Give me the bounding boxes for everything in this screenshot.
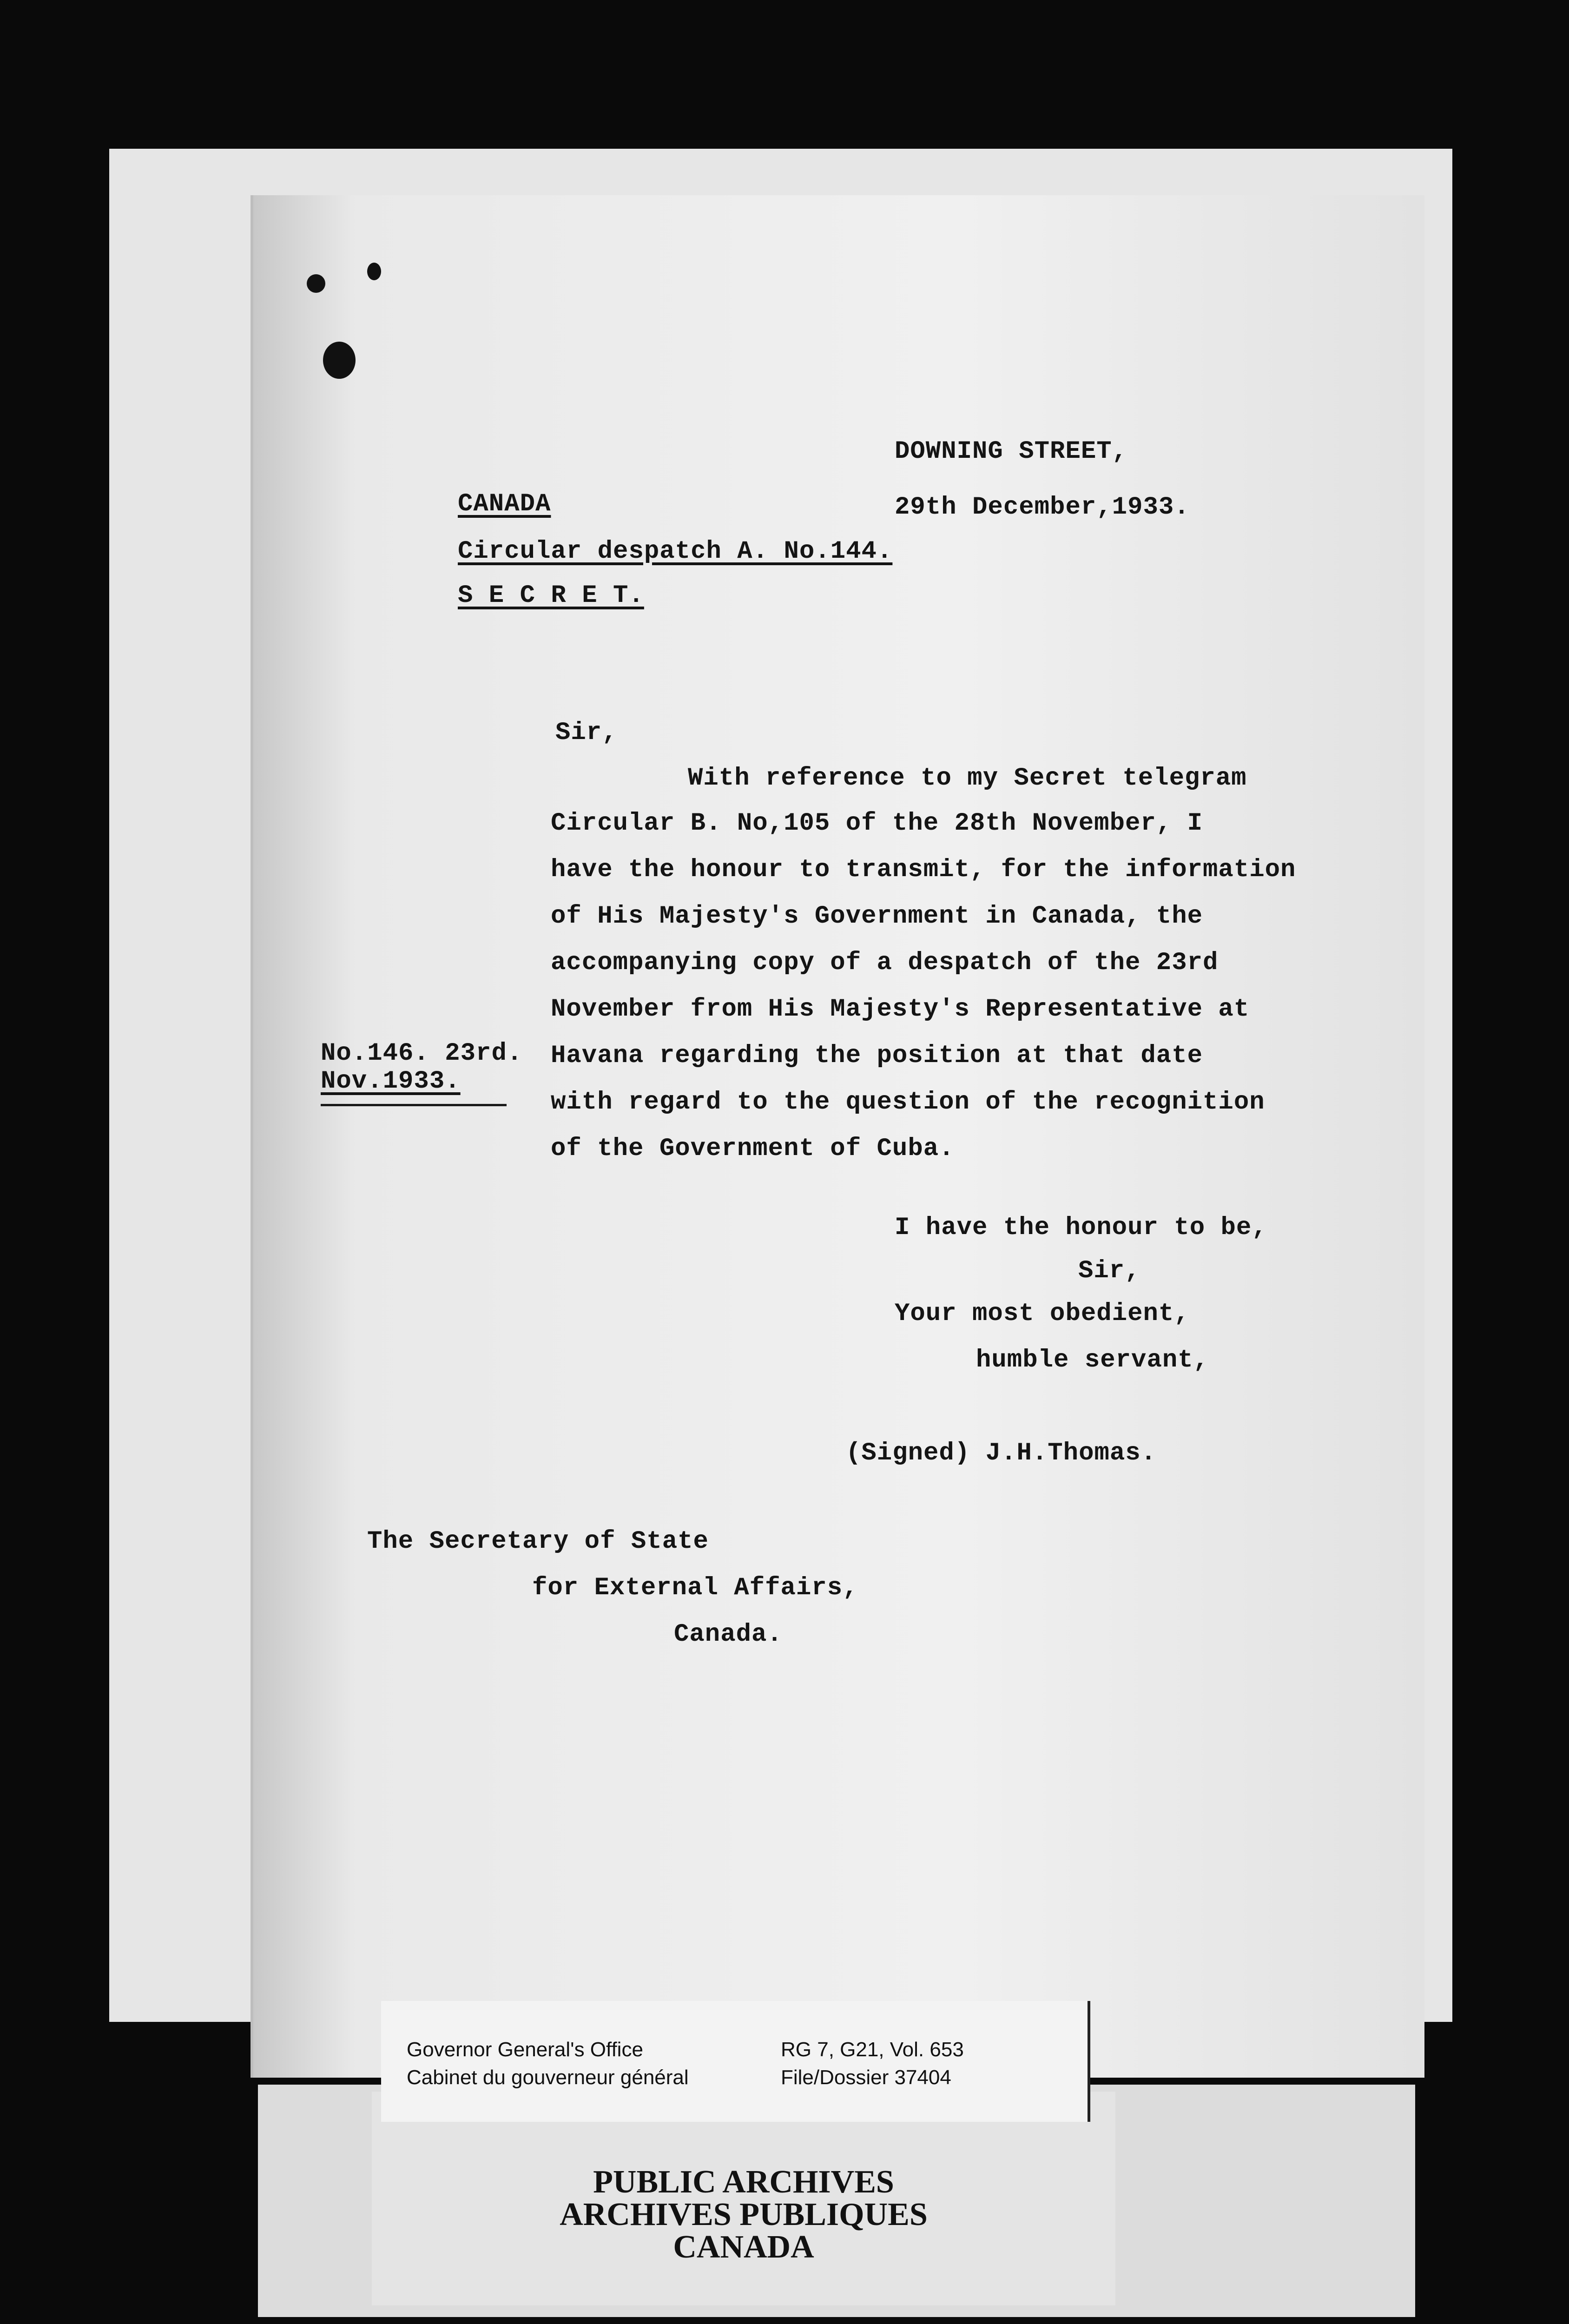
ref-secret: S E C R E T. <box>458 581 644 610</box>
signature: (Signed) J.H.Thomas. <box>846 1439 1157 1467</box>
body-line: have the honour to transmit, for the information <box>551 856 1296 884</box>
body-line: with regard to the question of the recognition <box>551 1088 1265 1116</box>
body-line: Circular B. No,105 of the 28th November, I <box>551 809 1203 838</box>
closing-line: humble servant, <box>976 1346 1209 1374</box>
punch-hole <box>323 342 356 379</box>
letter-date: 29th December,1933. <box>895 493 1190 522</box>
punch-hole <box>307 274 325 293</box>
body-line: of the Government of Cuba. <box>551 1135 955 1163</box>
margin-note-rule <box>321 1104 507 1106</box>
salutation: Sir, <box>555 719 618 747</box>
margin-note: Nov.1933. <box>321 1067 461 1096</box>
archive-office-fr: Cabinet du gouverneur général <box>407 2066 689 2089</box>
punch-hole <box>367 263 381 280</box>
body-line: accompanying copy of a despatch of the 23rd <box>551 949 1219 977</box>
archives-stamp <box>372 2092 1115 2305</box>
recipient-line: The Secretary of State <box>367 1527 709 1556</box>
closing-line: Sir, <box>1078 1257 1140 1285</box>
stamp-line: PUBLIC ARCHIVES <box>593 2164 894 2200</box>
closing-line: Your most obedient, <box>895 1300 1190 1328</box>
body-line: November from His Majesty's Representative at <box>551 995 1250 1023</box>
stamp-line: ARCHIVES PUBLIQUES <box>560 2197 928 2232</box>
margin-note: No.146. 23rd. <box>321 1039 523 1068</box>
ref-circular: Circular despatch A. No.144. <box>458 537 893 566</box>
recipient-line: Canada. <box>674 1620 783 1649</box>
body-line: Havana regarding the position at that date <box>551 1042 1203 1070</box>
archive-label <box>381 2001 1090 2122</box>
archive-office-en: Governor General's Office <box>407 2038 643 2061</box>
address-street: DOWNING STREET, <box>895 437 1128 466</box>
ref-country: CANADA <box>458 490 551 518</box>
body-line: With reference to my Secret telegram <box>688 764 1247 792</box>
archive-ref: RG 7, G21, Vol. 653 <box>781 2038 964 2061</box>
archive-file: File/Dossier 37404 <box>781 2066 951 2089</box>
closing-line: I have the honour to be, <box>895 1214 1267 1242</box>
body-line: of His Majesty's Government in Canada, the <box>551 902 1203 931</box>
stamp-line: CANADA <box>673 2229 814 2265</box>
recipient-line: for External Affairs, <box>532 1574 858 1602</box>
